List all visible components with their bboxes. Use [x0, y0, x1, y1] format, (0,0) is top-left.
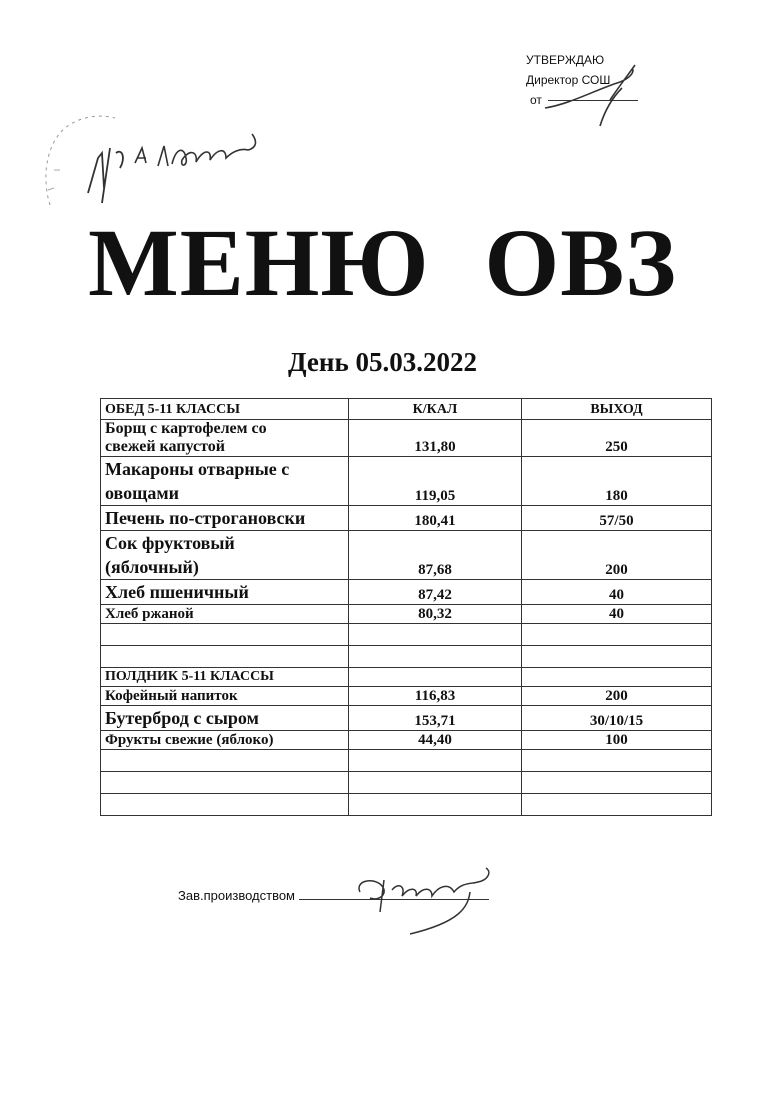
header-kcal: К/КАЛ: [349, 399, 522, 420]
dish-kcal: 153,71: [349, 706, 522, 731]
dish-name: Хлеб ржаной: [101, 605, 349, 624]
approval-position: Директор СОШ: [526, 73, 611, 87]
dish-kcal: 80,32: [349, 605, 522, 624]
table-row: [101, 420, 712, 457]
menu-table: [100, 398, 712, 816]
dish-name: Борщ с картофелем со свежей капустой: [101, 420, 349, 457]
table-row: [101, 506, 712, 531]
dish-kcal: 87,68: [349, 531, 522, 580]
section-row-snack: [101, 668, 712, 687]
empty-row: [101, 772, 712, 794]
table-row: [101, 605, 712, 624]
table-row: [101, 731, 712, 750]
header-lunch: ОБЕД 5-11 КЛАССЫ: [101, 399, 349, 420]
empty-row: [101, 794, 712, 816]
table-header-row: [101, 399, 712, 420]
dish-yield: 57/50: [522, 506, 712, 531]
dish-kcal: 119,05: [349, 457, 522, 506]
dish-name: Фрукты свежие (яблоко): [101, 731, 349, 750]
table-row: [101, 706, 712, 731]
empty-row: [101, 624, 712, 646]
dish-yield: 250: [522, 420, 712, 457]
table-row: [101, 457, 712, 506]
dish-yield: 40: [522, 580, 712, 605]
dish-yield: 200: [522, 531, 712, 580]
dish-kcal: 44,40: [349, 731, 522, 750]
section-snack-title: ПОЛДНИК 5-11 КЛАССЫ: [101, 668, 349, 687]
table-row: [101, 687, 712, 706]
dish-kcal: 180,41: [349, 506, 522, 531]
dish-kcal: 116,83: [349, 687, 522, 706]
table-row: [101, 580, 712, 605]
dish-kcal: 131,80: [349, 420, 522, 457]
dish-name: Макароны отварные с овощами: [101, 457, 349, 506]
dish-name: Печень по-строгановски: [101, 506, 349, 531]
page-title: МЕНЮ ОВЗ: [88, 209, 677, 316]
director-handwritten-name: [80, 118, 270, 208]
menu-date: День 05.03.2022: [288, 347, 477, 377]
dish-name: Сок фруктовый (яблочный): [101, 531, 349, 580]
table-row: [101, 531, 712, 580]
dish-name: Кофейный напиток: [101, 687, 349, 706]
dish-yield: 30/10/15: [522, 706, 712, 731]
dish-yield: 100: [522, 731, 712, 750]
empty-row: [101, 646, 712, 668]
dish-name: Бутерброд с сыром: [101, 706, 349, 731]
director-signature: [540, 60, 650, 130]
dish-name: Хлеб пшеничный: [101, 580, 349, 605]
footer-label: Зав.производством: [178, 888, 295, 903]
approval-from-label: от: [530, 93, 542, 107]
approval-title: УТВЕРЖДАЮ: [526, 53, 605, 67]
production-manager-signature: [350, 862, 510, 942]
dish-kcal: 87,42: [349, 580, 522, 605]
dish-yield: 40: [522, 605, 712, 624]
dish-yield: 200: [522, 687, 712, 706]
dish-yield: 180: [522, 457, 712, 506]
header-yield: ВЫХОД: [522, 399, 712, 420]
empty-row: [101, 750, 712, 772]
